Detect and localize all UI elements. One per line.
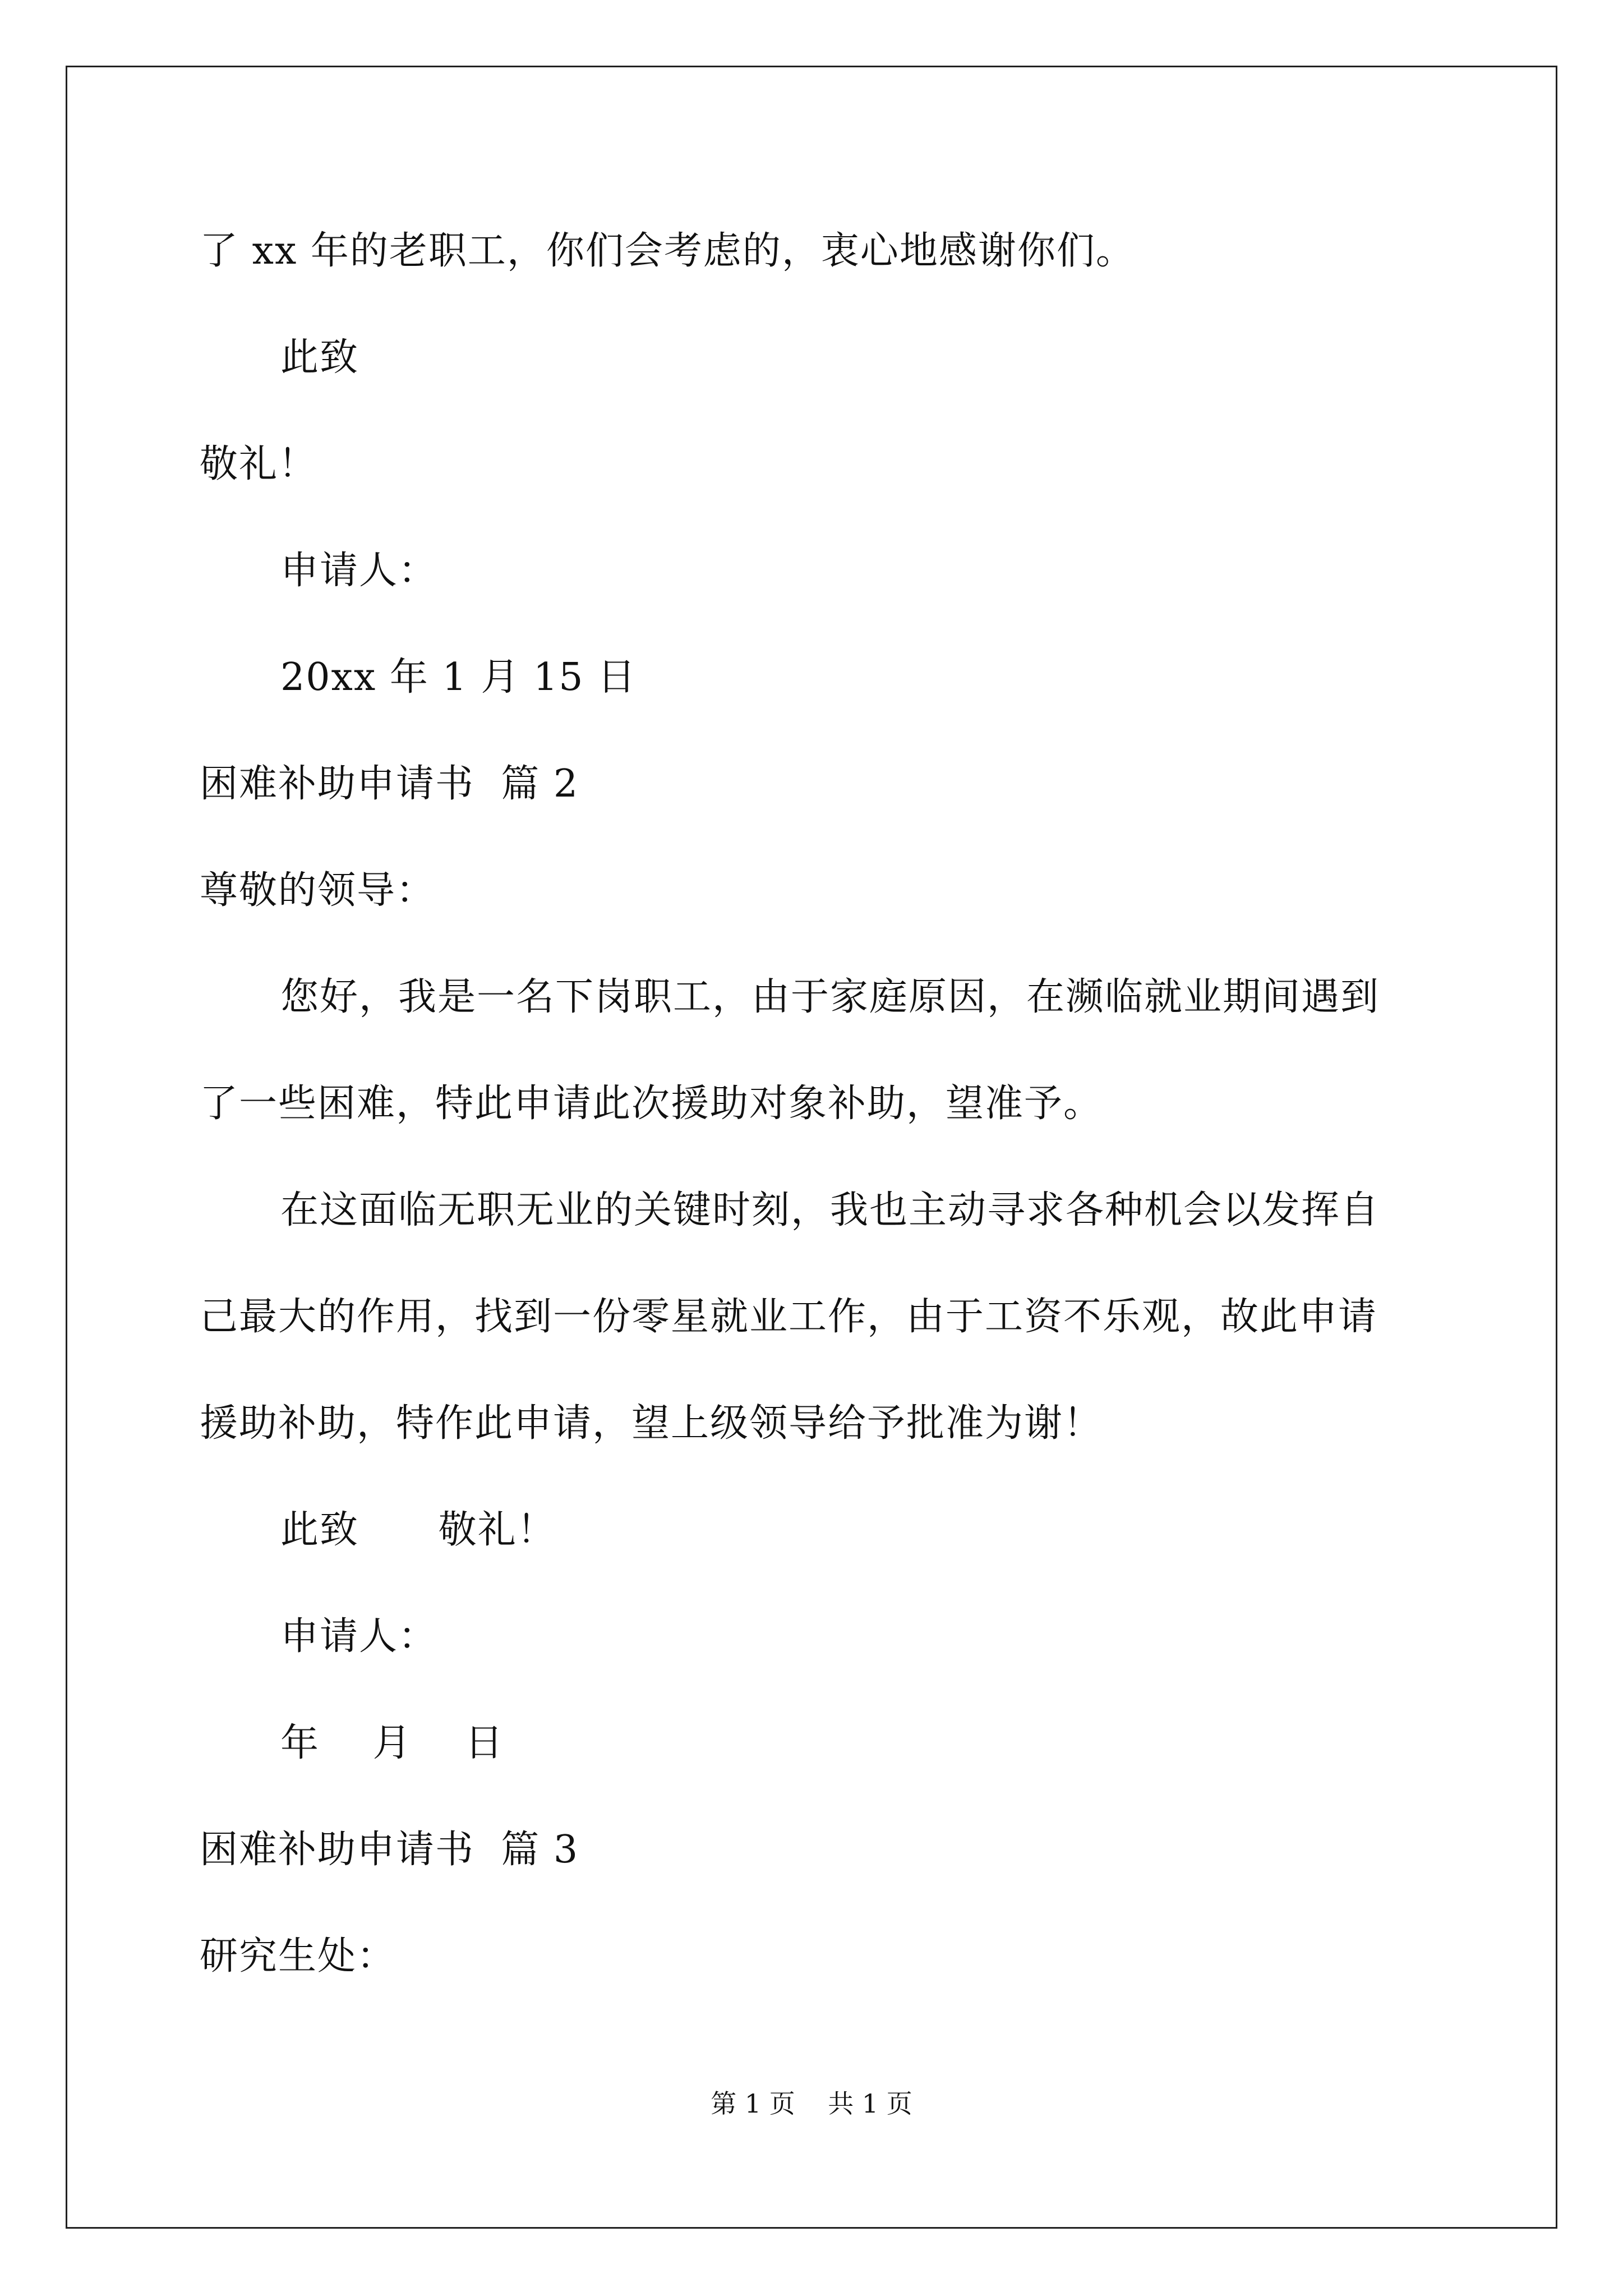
applicant-label: 申请人：	[280, 1614, 438, 1659]
date-line: 20xx 年 1 月 15 日	[280, 655, 637, 700]
addressee-line: 研究生处：	[200, 1934, 396, 1978]
greeting: 尊敬的领导：	[200, 868, 436, 913]
body-paragraph-line: 您好，我是一名下岗职工，由于家庭原因，在濒临就业期间遇到	[280, 975, 1380, 1019]
page-footer: 第 1 页 共 1 页	[711, 2088, 912, 2119]
date-line: 年 月 日	[280, 1721, 504, 1765]
letter-closing-line: 了 xx 年的老职工，你们会考虑的，衷心地感谢你们。	[200, 229, 1135, 273]
salutation-cizhi: 此致	[280, 335, 359, 380]
page-border	[66, 66, 1557, 2229]
body-paragraph-line: 在这面临无职无业的关键时刻，我也主动寻求各种机会以发挥自	[280, 1188, 1380, 1232]
section-title-3: 困难补助申请书 篇 3	[200, 1828, 579, 1872]
section-title-2: 困难补助申请书 篇 2	[200, 762, 579, 806]
body-paragraph-line: 了一些困难，特此申请此次援助对象补助，望准予。	[200, 1082, 1103, 1126]
salutation-line: 此致 敬礼！	[280, 1508, 556, 1552]
body-paragraph-line: 己最大的作用，找到一份零星就业工作，由于工资不乐观，故此申请	[200, 1295, 1378, 1339]
body-paragraph-line: 援助补助，特作此申请，望上级领导给予批准为谢！	[200, 1401, 1103, 1446]
applicant-label: 申请人：	[280, 549, 438, 593]
salutation-jingli: 敬礼！	[200, 442, 318, 486]
